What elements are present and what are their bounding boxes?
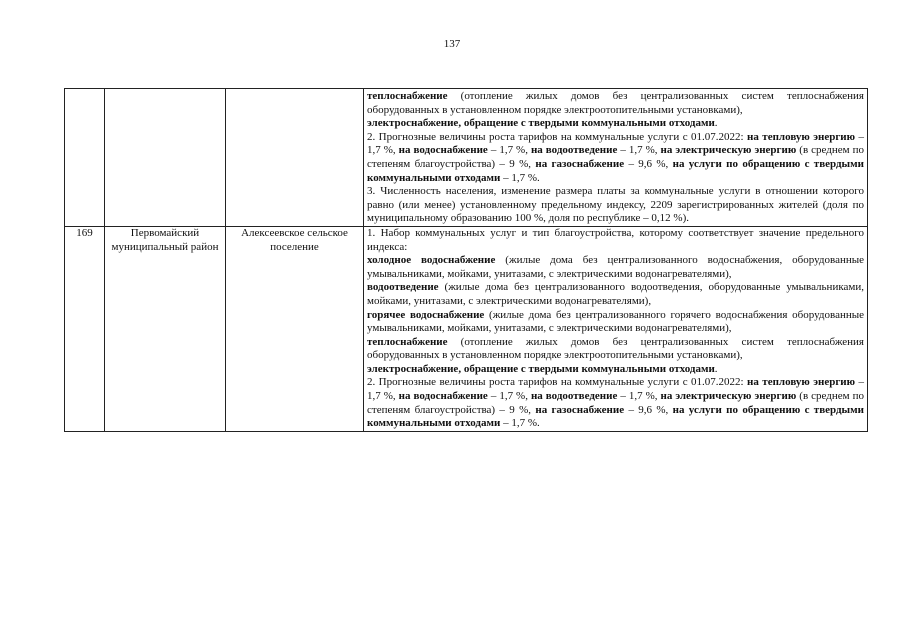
text-run: (жилые дома без централизованного водоснабжения, оборудованные умывальниками, мойками, унитазами, с электрическими водонагревателями), — [367, 254, 864, 280]
text-run: – 1,7 %, — [617, 144, 661, 157]
district-name — [105, 89, 226, 227]
text-run: – 1,7 %, — [617, 390, 661, 403]
content-paragraph — [367, 90, 864, 117]
text-run: (жилые дома без централизованного горячего водоснабжения оборудованные умывальниками, мойками, унитазами, с электрическими водонагревателями), — [367, 308, 864, 335]
text-run: – 1,7 %, — [367, 376, 864, 403]
text-run: – 1,7 %, — [487, 144, 531, 157]
row-number — [65, 89, 105, 227]
text-run: 1. Набор коммунальных услуг и тип благоустройства, которому соответствует значение предельного индекса: — [367, 226, 864, 253]
bold-term: холодное водоснабжение — [367, 254, 496, 267]
bold-term: на водоснабжение — [398, 390, 488, 403]
text-run: 2. Прогнозные величины роста тарифов на коммунальные услуги с 01.07.2022: — [367, 376, 748, 389]
text-run: – 1,7 %. — [500, 417, 540, 430]
bold-term: на газоснабжение — [535, 403, 625, 416]
district-name: Первомайский муниципальный район — [105, 226, 226, 431]
text-run: . — [714, 117, 718, 130]
content-paragraph — [367, 227, 864, 254]
content-paragraph — [367, 363, 864, 377]
bold-term: на водоотведение — [530, 390, 618, 403]
table-row — [65, 226, 868, 431]
content-paragraph — [367, 309, 864, 336]
content-paragraph — [367, 117, 864, 131]
text-run: (в среднем по степеням благоустройства) – 9 %, — [367, 390, 864, 416]
content-paragraph — [367, 376, 864, 430]
bold-term: теплоснабжение — [367, 90, 448, 102]
content-paragraph — [367, 336, 864, 363]
bold-term: электроснабжение, обращение с твердыми коммунальными отходами — [367, 362, 715, 375]
bold-term: на водоснабжение — [398, 144, 488, 157]
text-run: (отопление жилых домов без централизованных систем теплоснабжения оборудованных в установленном порядке электроотопительными установками), — [367, 90, 864, 116]
settlement-name — [226, 89, 364, 227]
text-run: (отопление жилых домов без централизованных систем теплоснабжения оборудованных в установленном порядке электроотопительными установками), — [367, 335, 864, 362]
text-run: 2. Прогнозные величины роста тарифов на коммунальные услуги с 01.07.2022: — [367, 130, 748, 143]
text-run: (жилые дома без централизованного водоотведения, оборудованные умывальниками, мойками, унитазами, с электрическими водонагревателями), — [367, 281, 864, 307]
bold-term: электроснабжение, обращение с твердыми коммунальными отходами — [367, 117, 715, 130]
row-number: 169 — [65, 226, 105, 431]
text-run: – 9,6 %, — [624, 403, 673, 416]
settlement-name: Алексеевское сельское поселение — [226, 226, 364, 431]
bold-term: на электрическую энергию — [660, 390, 797, 403]
content-paragraph — [367, 131, 864, 185]
text-run: – 9,6 %, — [624, 157, 673, 170]
bold-term: теплоснабжение — [367, 335, 448, 348]
text-run: – 1,7 %. — [500, 171, 540, 184]
page-number: 137 — [443, 38, 461, 50]
bold-term: на водоотведение — [530, 144, 618, 157]
bold-term: на тепловую энергию — [747, 130, 856, 143]
bold-term: водоотведение — [367, 281, 439, 294]
content-paragraph — [367, 254, 864, 281]
text-run: – 1,7 %, — [367, 130, 864, 157]
text-run: . — [714, 362, 718, 375]
text-run: 3. Численность населения, изменение размера платы за коммунальные услуги в отношении которого равно (или менее) установленному предельному индексу, 2209 зарегистрированных жителей (доля по муниципальному образованию 100 %, доля по республике – 0,12 %). — [367, 185, 864, 225]
bold-term: на услуги по обращению с твердыми коммунальными отходами — [367, 157, 864, 184]
tariff-table — [64, 88, 868, 432]
row-content — [364, 89, 868, 227]
text-run: (в среднем по степеням благоустройства) – 9 %, — [367, 144, 864, 170]
row-content — [364, 226, 868, 431]
bold-term: горячее водоснабжение — [367, 308, 485, 321]
text-run: – 1,7 %, — [487, 390, 531, 403]
bold-term: на тепловую энергию — [747, 376, 856, 389]
content-paragraph — [367, 185, 864, 226]
bold-term: на газоснабжение — [535, 157, 625, 170]
bold-term: на услуги по обращению с твердыми коммунальными отходами — [367, 403, 864, 430]
content-paragraph — [367, 281, 864, 308]
table-row — [65, 89, 868, 227]
bold-term: на электрическую энергию — [660, 144, 797, 157]
